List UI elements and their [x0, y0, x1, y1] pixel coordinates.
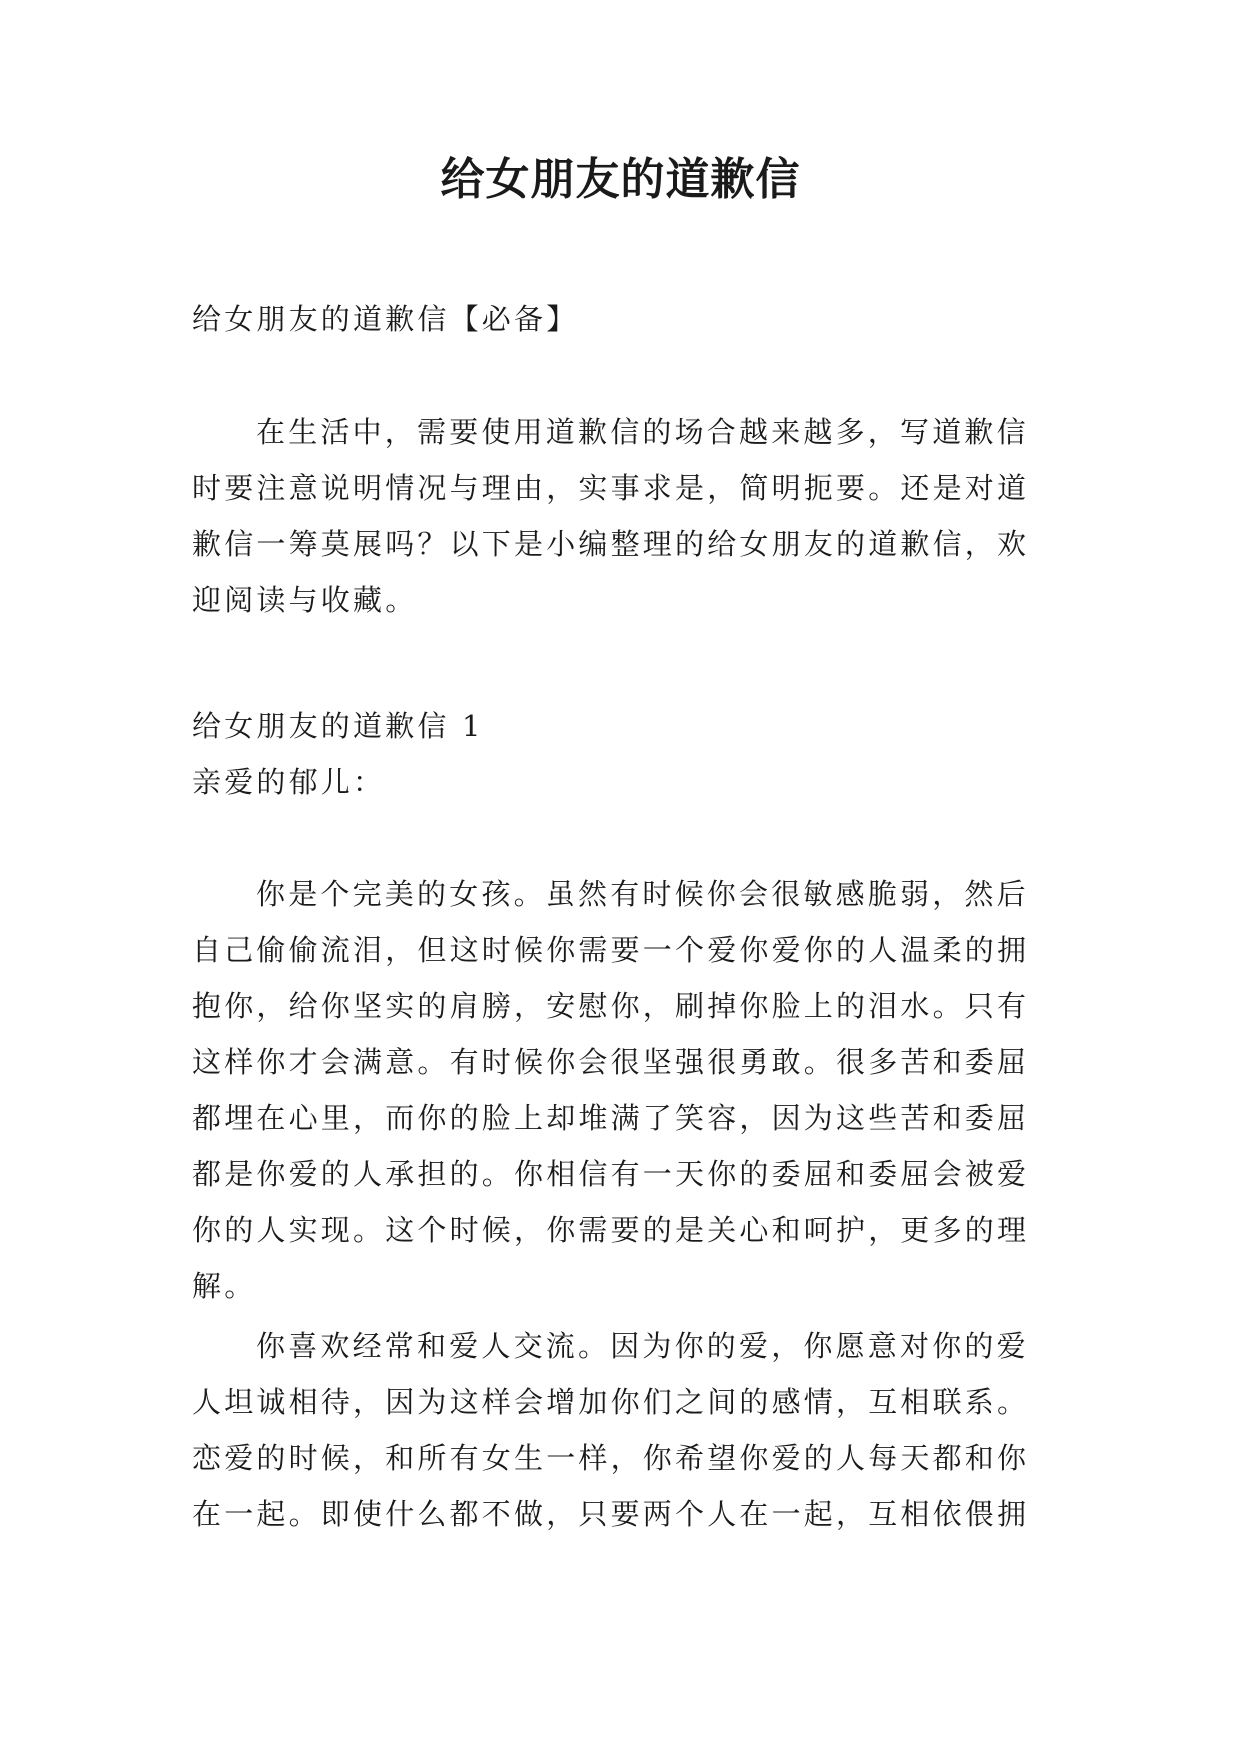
- paragraph-line: 自己偷偷流泪，但这时候你需要一个爱你爱你的人温柔的拥: [192, 933, 1030, 967]
- paragraph-line: 你的人实现。这个时候，你需要的是关心和呵护，更多的理: [192, 1213, 1030, 1247]
- document-title: 给女朋友的道歉信: [440, 154, 801, 205]
- paragraph-line: 恋爱的时候，和所有女生一样，你希望你爱的人每天都和你: [192, 1441, 1030, 1475]
- paragraph-line: 人坦诚相待，因为这样会增加你们之间的感情，互相联系。: [192, 1385, 1030, 1419]
- paragraph-line: 在生活中，需要使用道歉信的场合越来越多，写道歉信: [256, 415, 1029, 449]
- salutation-text: 亲爱的郁儿：: [192, 765, 386, 799]
- paragraph-line: 迎阅读与收藏。: [192, 583, 418, 617]
- letter-paragraph-1: [192, 866, 1072, 1314]
- paragraph-line: 都埋在心里，而你的脸上却堆满了笑容，因为这些苦和委屈: [192, 1101, 1030, 1135]
- paragraph-line: 你是个完美的女孩。虽然有时候你会很敏感脆弱，然后: [256, 877, 1029, 911]
- section-heading-text: 给女朋友的道歉信 1: [192, 709, 484, 743]
- letter-salutation: [192, 754, 1072, 810]
- subtitle-line: 给女朋友的道歉信【必备】: [192, 302, 579, 336]
- paragraph-line: 抱你，给你坚实的肩膀，安慰你，刷掉你脸上的泪水。只有: [192, 989, 1030, 1023]
- paragraph-line: 在一起。即使什么都不做，只要两个人在一起，互相依偎拥: [192, 1497, 1030, 1531]
- letter-paragraph-2: [192, 1318, 1072, 1542]
- paragraph-line: 这样你才会满意。有时候你会很坚强很勇敢。很多苦和委屈: [192, 1045, 1030, 1079]
- paragraph-line: 歉信一筹莫展吗？以下是小编整理的给女朋友的道歉信，欢: [192, 527, 1030, 561]
- paragraph-line: 你喜欢经常和爱人交流。因为你的爱，你愿意对你的爱: [256, 1329, 1029, 1363]
- paragraph-line: 都是你爱的人承担的。你相信有一天你的委屈和委屈会被爱: [192, 1157, 1030, 1191]
- intro-paragraph: [192, 404, 1072, 628]
- paragraph-line: 时要注意说明情况与理由，实事求是，简明扼要。还是对道: [192, 471, 1030, 505]
- document-subtitle: [192, 291, 1072, 347]
- paragraph-line: 解。: [192, 1269, 257, 1303]
- section-heading: [192, 698, 1072, 754]
